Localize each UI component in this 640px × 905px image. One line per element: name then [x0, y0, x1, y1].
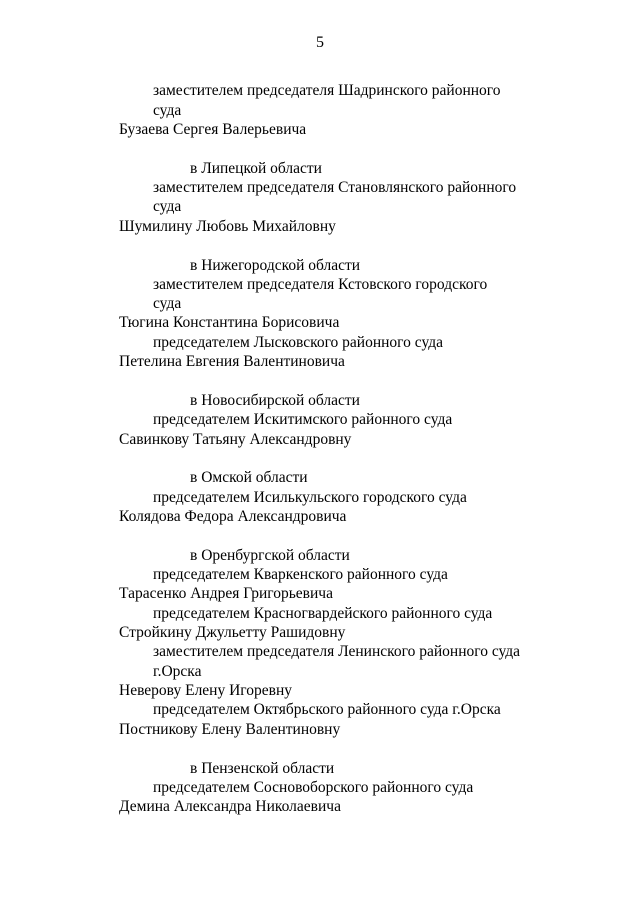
- region-heading: в Омской области: [190, 469, 308, 486]
- position-line: председателем Лысковского районного суда: [153, 334, 443, 351]
- appointee-name: Петелина Евгения Валентиновича: [119, 353, 345, 370]
- appointee-name: Демина Александра Николаевича: [119, 798, 341, 815]
- page-number: 5: [316, 34, 324, 51]
- position-line: председателем Кваркенского районного суда: [153, 566, 448, 583]
- appointee-name: Тюгина Константина Борисовича: [119, 314, 340, 331]
- appointee-name: Неверову Елену Игоревну: [119, 682, 293, 699]
- position-line: г.Орска: [153, 663, 202, 680]
- region-heading: в Нижегородской области: [190, 257, 361, 274]
- region-heading: в Липецкой области: [190, 160, 322, 177]
- appointee-name: Колядова Федора Александровича: [119, 508, 347, 525]
- position-line: суда: [153, 295, 182, 312]
- appointee-name: Тарасенко Андрея Григорьевича: [119, 585, 333, 602]
- position-line: председателем Искитимского районного суда: [153, 411, 453, 428]
- position-line: председателем Октябрьского районного суда г.Орска: [153, 701, 501, 718]
- position-line: суда: [153, 198, 182, 215]
- region-heading: в Оренбургской области: [190, 547, 350, 564]
- position-line: заместителем председателя Шадринского районного: [153, 82, 501, 99]
- position-line: заместителем председателя Становлянского районного: [153, 179, 517, 196]
- region-heading: в Новосибирской области: [190, 392, 360, 409]
- position-line: председателем Исилькульского городского суда: [153, 489, 467, 506]
- appointee-name: Савинкову Татьяну Александровну: [119, 431, 352, 448]
- appointee-name: Стройкину Джульетту Рашидовну: [119, 624, 346, 641]
- appointee-name: Постникову Елену Валентиновну: [119, 721, 341, 738]
- region-heading: в Пензенской области: [190, 760, 335, 777]
- position-line: заместителем председателя Ленинского районного суда: [153, 643, 521, 660]
- position-line: председателем Сосновоборского районного суда: [153, 779, 474, 796]
- position-line: суда: [153, 102, 182, 119]
- position-line: председателем Красногвардейского районного суда: [153, 605, 493, 622]
- appointee-name: Шумилину Любовь Михайловну: [119, 218, 336, 235]
- position-line: заместителем председателя Кстовского городского: [153, 276, 488, 293]
- appointee-name: Бузаева Сергея Валерьевича: [119, 121, 307, 138]
